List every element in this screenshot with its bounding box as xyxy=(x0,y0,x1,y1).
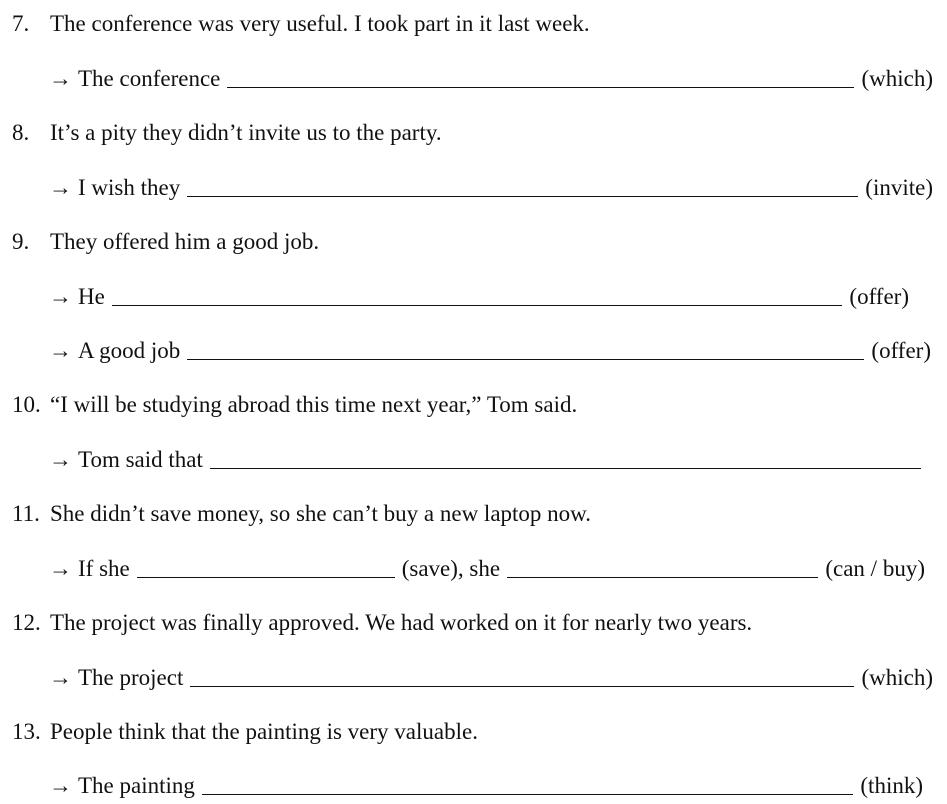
answer-hint: (offer) xyxy=(871,338,931,363)
answer-blank[interactable] xyxy=(112,304,843,306)
question-13 xyxy=(12,711,478,743)
question-8 xyxy=(12,112,442,144)
answer-line-10 xyxy=(49,439,921,471)
answer-prefix: If she xyxy=(78,556,130,581)
question-number: 10. xyxy=(12,392,41,417)
answer-line-8 xyxy=(49,167,933,199)
question-10 xyxy=(12,384,577,416)
question-number: 12. xyxy=(12,610,41,635)
arrow-icon: → xyxy=(49,773,72,798)
answer-hint: (think) xyxy=(860,773,923,798)
arrow-icon: → xyxy=(49,556,72,581)
answer-line-9b xyxy=(49,330,931,362)
answer-middle: (save), she xyxy=(401,556,501,581)
question-text: It’s a pity they didn’t invite us to the party. xyxy=(50,120,442,145)
answer-blank[interactable] xyxy=(190,685,854,687)
question-text: She didn’t save money, so she can’t buy a new laptop now. xyxy=(50,501,592,526)
answer-prefix: The conference xyxy=(78,66,221,91)
answer-prefix: Tom said that xyxy=(78,447,203,472)
question-text: People think that the painting is very valuable. xyxy=(50,719,478,744)
question-number: 7. xyxy=(12,11,30,36)
question-number: 11. xyxy=(12,501,40,526)
answer-line-12 xyxy=(49,657,933,689)
answer-hint: (which) xyxy=(861,66,933,91)
question-12 xyxy=(12,602,752,634)
answer-blank[interactable] xyxy=(202,793,854,795)
question-number: 13. xyxy=(12,719,41,744)
answer-blank[interactable] xyxy=(227,86,854,88)
question-number: 8. xyxy=(12,120,30,145)
question-number: 9. xyxy=(12,229,30,254)
answer-prefix: The painting xyxy=(78,773,195,798)
answer-line-7 xyxy=(49,58,933,90)
arrow-icon: → xyxy=(49,665,72,690)
answer-hint: (can / buy) xyxy=(825,556,925,581)
answer-prefix: He xyxy=(78,284,105,309)
arrow-icon: → xyxy=(49,284,72,309)
answer-prefix: I wish they xyxy=(78,175,181,200)
answer-blank[interactable] xyxy=(187,195,858,197)
arrow-icon: → xyxy=(49,66,72,91)
arrow-icon: → xyxy=(49,175,72,200)
answer-line-13 xyxy=(49,765,923,797)
answer-prefix: The project xyxy=(78,665,184,690)
question-text: “I will be studying abroad this time next year,” Tom said. xyxy=(50,392,578,417)
answer-prefix: A good job xyxy=(78,338,181,363)
question-7 xyxy=(12,3,590,35)
answer-hint: (which) xyxy=(861,665,933,690)
answer-blank-second[interactable] xyxy=(507,576,818,578)
answer-line-9a xyxy=(49,276,909,308)
answer-hint: (offer) xyxy=(849,284,909,309)
question-text: They offered him a good job. xyxy=(50,229,320,254)
answer-hint: (invite) xyxy=(865,175,933,200)
question-9 xyxy=(12,221,319,253)
answer-blank-first[interactable] xyxy=(137,576,395,578)
answer-blank[interactable] xyxy=(187,358,864,360)
question-text: The project was finally approved. We had worked on it for nearly two years. xyxy=(50,610,753,635)
arrow-icon: → xyxy=(49,447,72,472)
question-text: The conference was very useful. I took part in it last week. xyxy=(50,11,590,36)
arrow-icon: → xyxy=(49,338,72,363)
question-11 xyxy=(12,493,591,525)
answer-blank[interactable] xyxy=(210,467,921,469)
answer-line-11 xyxy=(49,548,925,580)
